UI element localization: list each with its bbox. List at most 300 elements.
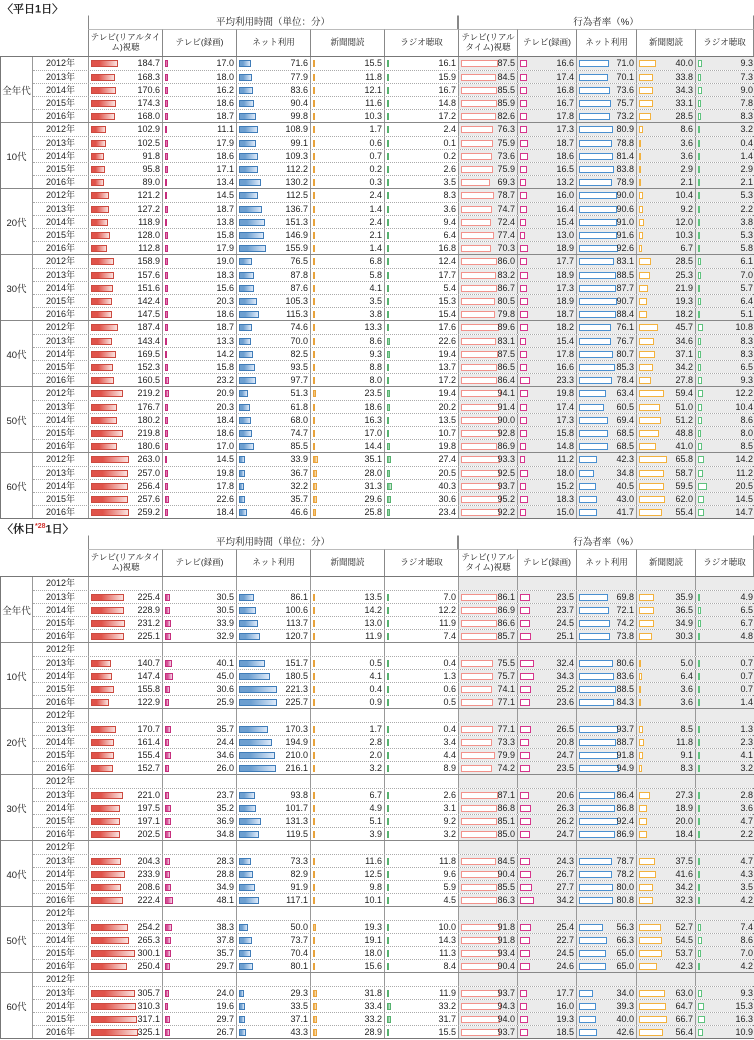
rate-value: 59.5 <box>675 481 693 491</box>
time-value: 225.4 <box>137 592 160 602</box>
age-group <box>1 774 753 840</box>
rate-value: 2.3 <box>740 737 753 747</box>
table-row <box>33 907 754 920</box>
rate-bar <box>579 351 613 358</box>
rate-cell <box>518 414 577 426</box>
time-cell <box>311 643 385 656</box>
rate-cell <box>459 110 518 122</box>
rate-value: 2.2 <box>740 204 753 214</box>
time-bar <box>313 404 315 411</box>
rate-value: 58.7 <box>675 468 693 478</box>
rate-bar <box>639 739 644 746</box>
rate-cell <box>637 493 696 505</box>
rate-cell <box>518 308 577 320</box>
time-cell <box>163 973 237 986</box>
rate-cell <box>577 189 637 202</box>
time-bar <box>239 673 270 680</box>
time-cell <box>237 71 311 83</box>
section-title-text: 1日〉 <box>45 523 74 536</box>
rate-cell <box>577 762 637 774</box>
rate-bar <box>698 126 700 133</box>
time-value: 11.9 <box>439 618 456 628</box>
rate-bar <box>461 594 497 601</box>
time-bar <box>91 245 107 252</box>
table-row <box>33 70 754 83</box>
time-bar <box>387 990 389 997</box>
time-value: 87.8 <box>290 270 308 280</box>
time-cell <box>163 683 237 695</box>
rate-value: 2.9 <box>680 164 693 174</box>
time-cell <box>237 176 311 188</box>
time-value: 119.5 <box>286 829 308 839</box>
rate-cell <box>696 921 754 933</box>
rate-cell <box>577 348 637 360</box>
time-value: 23.4 <box>438 507 456 517</box>
time-bar <box>165 686 170 693</box>
rate-cell <box>637 71 696 83</box>
rate-bar <box>520 1003 527 1010</box>
time-cell <box>237 604 311 616</box>
time-value: 22.6 <box>216 494 234 504</box>
rate-bar <box>461 496 501 503</box>
rate-bar <box>579 430 608 437</box>
rate-cell <box>637 617 696 629</box>
time-cell <box>89 84 163 96</box>
rate-cell <box>637 453 696 466</box>
time-cell <box>385 762 459 774</box>
time-bar <box>91 990 135 997</box>
time-cell <box>163 921 237 933</box>
rate-value: 8.3 <box>740 336 753 346</box>
rate-bar <box>520 126 527 133</box>
time-cell <box>237 1000 311 1012</box>
rate-value: 3.2 <box>740 763 753 773</box>
rate-value: 71.0 <box>616 58 634 68</box>
time-cell <box>237 203 311 215</box>
rate-bar <box>698 377 702 384</box>
rate-bar <box>639 443 656 450</box>
time-cell <box>237 229 311 241</box>
group-rows <box>33 57 754 122</box>
time-value: 22.6 <box>438 336 456 346</box>
rate-value: 88.7 <box>616 737 634 747</box>
rate-value: 3.5 <box>740 882 753 892</box>
rate-bar <box>520 456 525 463</box>
rate-value: 78.4 <box>616 375 634 385</box>
time-cell <box>385 894 459 906</box>
rate-bar <box>698 100 701 107</box>
time-cell <box>89 907 163 920</box>
rate-bar <box>698 990 702 997</box>
rate-bar <box>579 620 610 627</box>
rate-value: 92.8 <box>497 428 515 438</box>
time-value: 2.0 <box>369 750 382 760</box>
time-cell <box>237 453 311 466</box>
time-cell <box>89 150 163 162</box>
column-header-time-4: ラジオ聴取 <box>384 549 458 576</box>
time-bar <box>91 430 123 437</box>
time-bar <box>239 483 244 490</box>
rate-cell <box>577 973 637 986</box>
time-value: 222.4 <box>137 895 160 905</box>
rate-cell <box>459 1000 518 1012</box>
time-cell <box>385 453 459 466</box>
rate-value: 8.3 <box>740 349 753 359</box>
rate-value: 26.5 <box>556 724 574 734</box>
time-cell <box>89 401 163 413</box>
time-value: 194.9 <box>285 737 308 747</box>
rate-bar <box>639 87 653 94</box>
table-row <box>33 96 754 109</box>
rate-value: 90.0 <box>497 415 515 425</box>
time-cell <box>311 921 385 933</box>
time-bar <box>165 87 168 94</box>
time-cell <box>237 762 311 774</box>
rate-bar <box>579 1016 596 1023</box>
year-label: 2013年 <box>33 71 89 83</box>
rate-value: 18.5 <box>556 1027 574 1037</box>
time-value: 219.2 <box>137 388 160 398</box>
rate-bar <box>579 258 614 265</box>
rate-bar <box>639 509 662 516</box>
rate-value: 90.6 <box>616 204 634 214</box>
time-value: 168.3 <box>137 72 160 82</box>
time-bar <box>165 620 171 627</box>
time-cell <box>237 894 311 906</box>
time-cell <box>89 71 163 83</box>
time-bar <box>91 377 114 384</box>
rate-bar <box>579 897 613 904</box>
time-cell <box>163 71 237 83</box>
rate-value: 25.4 <box>556 922 574 932</box>
time-cell <box>163 308 237 320</box>
rate-value: 28.5 <box>675 111 693 121</box>
time-value: 0.5 <box>369 658 382 668</box>
time-value: 19.8 <box>216 468 234 478</box>
rate-cell <box>696 815 754 827</box>
rate-cell <box>459 467 518 479</box>
time-value: 18.7 <box>216 322 234 332</box>
column-header-rate-3: 新聞閲読 <box>636 549 695 576</box>
time-cell <box>311 176 385 188</box>
time-value: 18.6 <box>216 98 234 108</box>
rate-cell <box>459 295 518 307</box>
rate-value: 69.8 <box>616 592 634 602</box>
time-bar <box>239 594 254 601</box>
rate-value: 14.5 <box>735 494 753 504</box>
rate-cell <box>637 467 696 479</box>
rate-value: 8.3 <box>680 763 693 773</box>
rate-bar <box>579 924 603 931</box>
time-cell <box>311 189 385 202</box>
rate-cell <box>459 506 518 518</box>
time-bar <box>165 726 171 733</box>
year-label: 2012年 <box>33 841 89 854</box>
rate-value: 34.8 <box>616 468 634 478</box>
time-value: 15.8 <box>216 362 234 372</box>
rate-cell <box>696 617 754 629</box>
time-bar <box>239 897 259 904</box>
time-bar <box>165 937 171 944</box>
rate-bar <box>639 805 647 812</box>
rate-bar <box>520 792 529 799</box>
rate-cell <box>459 683 518 695</box>
rate-value: 94.3 <box>497 1001 515 1011</box>
rate-bar <box>461 324 499 331</box>
time-cell <box>163 987 237 999</box>
time-value: 118.9 <box>138 217 160 227</box>
time-cell <box>163 123 237 136</box>
time-cell <box>163 97 237 109</box>
rate-cell <box>459 947 518 959</box>
section-title-weekday <box>0 0 754 15</box>
rate-value: 16.8 <box>556 85 574 95</box>
time-cell <box>311 802 385 814</box>
rate-value: 8.6 <box>680 124 693 134</box>
rate-value: 91.0 <box>616 217 634 227</box>
time-bar <box>91 884 121 891</box>
time-bar <box>387 258 389 265</box>
rate-bar <box>579 509 597 516</box>
rate-bar <box>520 496 528 503</box>
rate-bar <box>579 311 616 318</box>
table-row <box>33 933 754 946</box>
time-value: 122.9 <box>137 697 160 707</box>
rate-bar <box>520 805 531 812</box>
time-cell <box>89 723 163 735</box>
rate-cell <box>459 401 518 413</box>
time-cell <box>89 110 163 122</box>
time-value: 28.0 <box>364 468 382 478</box>
time-value: 20.3 <box>216 296 234 306</box>
rate-bar <box>698 74 701 81</box>
rate-cell <box>637 868 696 880</box>
age-group-label: 50代 <box>1 387 33 452</box>
rate-cell <box>577 657 637 669</box>
time-cell <box>89 934 163 946</box>
time-bar <box>239 660 265 667</box>
time-cell <box>163 440 237 452</box>
table-row <box>33 268 754 281</box>
time-value: 1.7 <box>369 724 382 734</box>
time-value: 115.3 <box>286 309 308 319</box>
year-label: 2015年 <box>33 1013 89 1025</box>
rate-bar <box>520 897 534 904</box>
year-label: 2015年 <box>33 881 89 893</box>
group-rows <box>33 907 754 972</box>
rate-value: 94.1 <box>497 388 515 398</box>
year-label: 2014年 <box>33 414 89 426</box>
rate-bar <box>698 258 701 265</box>
time-value: 4.1 <box>369 671 382 681</box>
time-bar <box>313 417 315 424</box>
rate-value: 8.3 <box>740 111 753 121</box>
rate-value: 6.7 <box>680 243 693 253</box>
time-value: 250.4 <box>137 961 160 971</box>
time-cell <box>237 617 311 629</box>
table-row <box>33 373 754 386</box>
time-cell <box>385 57 459 70</box>
time-cell <box>311 427 385 439</box>
rate-value: 27.8 <box>675 375 693 385</box>
rate-bar <box>461 390 501 397</box>
time-cell <box>237 696 311 708</box>
rate-bar <box>461 950 500 957</box>
rate-value: 17.8 <box>556 111 574 121</box>
rate-cell <box>696 348 754 360</box>
rate-value: 34.3 <box>675 85 693 95</box>
rate-bar <box>639 858 655 865</box>
time-cell <box>163 453 237 466</box>
rate-value: 16.6 <box>556 58 574 68</box>
time-bar <box>239 113 256 120</box>
rate-bar <box>698 686 700 693</box>
rate-cell <box>637 881 696 893</box>
time-cell <box>163 57 237 70</box>
rate-cell <box>696 269 754 281</box>
rate-value: 93.4 <box>497 948 515 958</box>
time-value: 146.9 <box>285 230 308 240</box>
time-bar <box>165 739 169 746</box>
rate-cell <box>696 150 754 162</box>
time-value: 16.1 <box>438 58 456 68</box>
time-bar <box>239 179 261 186</box>
rate-value: 73.2 <box>616 111 634 121</box>
rate-value: 3.6 <box>680 138 693 148</box>
year-label: 2012年 <box>33 709 89 722</box>
table-row <box>33 986 754 999</box>
time-bar <box>91 456 129 463</box>
rate-cell <box>518 815 577 827</box>
rate-bar <box>520 673 534 680</box>
time-bar <box>165 594 170 601</box>
rate-bar <box>698 404 702 411</box>
rate-value: 3.6 <box>740 803 753 813</box>
rate-value: 72.4 <box>497 217 515 227</box>
rate-cell <box>518 802 577 814</box>
rate-cell <box>577 960 637 972</box>
rate-value: 34.9 <box>675 618 693 628</box>
time-value: 4.9 <box>369 803 382 813</box>
rate-value: 9.3 <box>740 988 753 998</box>
rate-bar <box>461 245 491 252</box>
rate-value: 34.2 <box>675 362 693 372</box>
rate-cell <box>459 723 518 735</box>
time-cell <box>311 480 385 492</box>
time-cell <box>237 295 311 307</box>
time-cell <box>163 709 237 722</box>
time-bar <box>387 752 389 759</box>
time-cell <box>385 907 459 920</box>
time-cell <box>311 947 385 959</box>
rate-bar <box>461 258 497 265</box>
time-bar <box>387 285 389 292</box>
rate-cell <box>518 282 577 294</box>
rate-cell <box>459 657 518 669</box>
rate-value: 79.8 <box>497 309 515 319</box>
rate-bar <box>461 673 493 680</box>
rate-value: 4.1 <box>740 750 753 760</box>
time-cell <box>385 242 459 254</box>
time-value: 11.3 <box>439 948 456 958</box>
rate-bar <box>461 620 497 627</box>
time-value: 208.6 <box>137 882 160 892</box>
rate-cell <box>696 387 754 400</box>
time-value: 18.4 <box>216 415 234 425</box>
time-bar <box>165 831 171 838</box>
header-spacer <box>0 549 88 576</box>
time-value: 13.3 <box>216 336 234 346</box>
rate-bar <box>520 607 530 614</box>
time-cell <box>311 255 385 268</box>
rate-value: 86.4 <box>497 375 515 385</box>
time-cell <box>89 321 163 334</box>
rate-bar <box>579 937 607 944</box>
time-cell <box>163 723 237 735</box>
rate-bar <box>520 726 531 733</box>
rate-value: 63.4 <box>616 388 634 398</box>
rate-cell <box>459 282 518 294</box>
age-group-label: 50代 <box>1 907 33 972</box>
table-row <box>33 616 754 629</box>
year-label: 2016年 <box>33 894 89 906</box>
rate-value: 6.4 <box>680 671 693 681</box>
rate-cell <box>696 789 754 801</box>
time-value: 14.5 <box>216 454 234 464</box>
rate-cell <box>459 815 518 827</box>
time-cell <box>311 1000 385 1012</box>
rate-cell <box>459 255 518 268</box>
rate-cell <box>459 57 518 70</box>
year-label: 2016年 <box>33 630 89 642</box>
rate-value: 1.4 <box>740 151 753 161</box>
rate-bar <box>698 660 700 667</box>
rate-cell <box>518 506 577 518</box>
time-cell <box>163 150 237 162</box>
time-value: 14.5 <box>216 190 234 200</box>
time-bar <box>313 897 315 904</box>
time-bar <box>313 60 315 67</box>
time-cell <box>311 308 385 320</box>
group-rows <box>33 453 754 518</box>
rate-cell <box>518 453 577 466</box>
time-bar <box>387 219 389 226</box>
rate-bar <box>639 699 641 706</box>
time-cell <box>237 591 311 603</box>
time-cell <box>311 150 385 162</box>
rate-value: 10.3 <box>675 230 693 240</box>
time-cell <box>163 295 237 307</box>
rate-value: 88.5 <box>616 270 634 280</box>
rate-value: 26.7 <box>556 869 574 879</box>
rate-bar <box>579 483 596 490</box>
rate-bar <box>579 100 611 107</box>
time-value: 112.5 <box>286 190 308 200</box>
rate-cell <box>696 670 754 682</box>
time-cell <box>311 815 385 827</box>
time-bar <box>239 871 253 878</box>
time-value: 100.6 <box>285 605 308 615</box>
time-bar <box>239 285 254 292</box>
rate-value: 34.6 <box>675 336 693 346</box>
age-group-label: 20代 <box>1 189 33 254</box>
time-cell <box>385 467 459 479</box>
rate-value: 16.4 <box>556 204 574 214</box>
time-bar <box>91 594 124 601</box>
time-cell <box>385 591 459 603</box>
time-bar <box>91 1016 137 1023</box>
rate-cell <box>518 348 577 360</box>
